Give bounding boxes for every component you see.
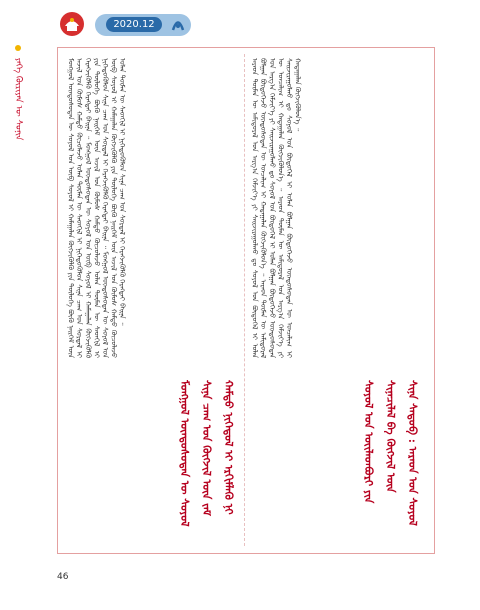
left-article-body: ᠮᠣᠩᠭᠣᠯ ᠦᠨᠳᠦᠰᠦᠲᠡᠨ ᠦ ᠰᠣᠶᠣᠯ ᠤᠨ ᠦᠪ ᠰᠣᠶᠣᠯ ᠢ ᠬᠠᠮᠠᠭᠠᠯᠠᠨ ᠬᠥᠭᠵᠢᠭᠦᠯᠬᠦ ᠶᠢᠨ ᠲᠥᠯᠥᠭᠡ ᠪᠦᠬᠦ ᠨᠡᠢᠭᠡᠮ ᠦᠨ ᠠᠵᠢᠯ ᠤᠨ ᠬᠦᠮᠦᠰ ᠬᠠᠮᠲᠤ ᠬᠦᠴᠦᠯᠡᠵᠦ ᠣᠯᠠᠨ ᠲᠦᠮᠡᠨ ᠦ ᠰᠡᠳᠬᠢᠯ ᠢ ᠨᠢᠭᠡᠳᠦᠭᠦᠯᠦᠨ ᠰᠢᠨᠡ ᠴᠠᠭ ᠤᠨ ᠰᠤᠷᠲᠠᠯ ᠢ ᠬᠡᠷᠡᠭᠵᠢᠭᠦᠯᠬᠦ ᠬᠡᠷᠡᠭᠲᠡᠢ ᠪᠠᠢᠨᠠ ᠃ ᠮᠣᠩᠭᠣᠯ ᠦᠨᠳᠦᠰᠦᠲᠡᠨ ᠦ ᠰᠣᠶᠣᠯ ᠤᠨ ᠦᠪ ᠰᠣᠶᠣᠯ ᠢ ᠬᠠᠮᠠᠭᠠᠯᠠᠨ ᠬᠥᠭᠵᠢᠭᠦᠯᠬᠦ ᠶᠢᠨ ᠲᠥᠯᠥᠭᠡ ᠪᠦᠬᠦ ᠨᠡᠢᠭᠡᠮ ᠦᠨ ᠠᠵᠢᠯ ᠤᠨ ᠬᠦᠮᠦᠰ ᠬᠠᠮᠲᠤ ᠬᠦᠴᠦᠯᠡᠵᠦ ᠣᠯᠠᠨ ᠲᠦᠮᠡᠨ ᠦ ᠰᠡᠳᠬᠢᠯ ᠢ ᠨᠢᠭᠡᠳᠦᠭᠦᠯᠦᠨ ᠰᠢᠨᠡ ᠴᠠᠭ ᠤᠨ ᠰᠤᠷᠲᠠᠯ ᠢ ᠬᠡᠷᠡᠭᠵᠢᠭᠦᠯᠬᠦ ᠬᠡᠷᠡᠭᠲᠡᠢ ᠪᠠᠢᠨᠠ ᠃ ᠮᠣᠩᠭᠣᠯ ᠦᠨᠳᠦᠰᠦᠲᠡᠨ ᠦ ᠰᠣᠶᠣᠯ ᠤᠨ ᠦᠪ ᠰᠣᠶᠣᠯ ᠢ ᠬᠠᠮᠠᠭᠠᠯᠠᠨ ᠬᠥᠭᠵᠢᠭᠦᠯᠬᠦ ᠶᠢᠨ ᠲᠥᠯᠥᠭᠡ ᠪᠦᠬᠦ ᠨᠡᠢᠭᠡᠮ ᠦᠨ ᠠᠵᠢᠯ ᠤᠨ ᠬᠦᠮᠦᠰ ᠬᠠᠮᠲᠤ ᠬᠦᠴᠦᠯᠡᠵᠦ ᠣᠯᠠᠨ ᠲᠦᠮᠡᠨ ᠦ ᠰᠡᠳᠬᠢᠯ ᠢ ᠨᠢᠭᠡᠳᠦᠭᠦᠯᠦᠨ ᠰᠢᠨᠡ ᠴᠠᠭ ᠤᠨ ᠰᠤᠷᠲᠠᠯ ᠢ ᠬᠡᠷᠡᠭᠵᠢᠭᠦᠯᠬᠦ ᠬᠡᠷᠡᠭᠲᠡᠢ ᠪᠠᠢᠨᠠ ᠃ bbox=[66, 58, 127, 358]
headline-line: ᠰᠣᠶᠣᠯ ᠤᠨ ᠦᠢᠯᠡᠳᠪᠦᠷᠢ ᠶᠢᠨ bbox=[362, 380, 375, 504]
page-number: 46 bbox=[57, 572, 69, 582]
issue-badge bbox=[95, 14, 191, 36]
article-frame bbox=[57, 47, 435, 554]
left-article-headline bbox=[66, 373, 242, 543]
bullet-icon bbox=[15, 45, 21, 51]
headline-line: ᠮᠣᠩᠭᠣᠯ ᠦᠨᠳᠦᠰᠦᠲᠡᠨ ᠦ ᠰᠣᠶᠣᠯ bbox=[178, 380, 191, 527]
section-title bbox=[10, 45, 26, 140]
section-title-text: ᠶᠡᠬᠡ ᠬᠦᠷᠢᠶᠡᠨ ᠦ ᠰᠣᠨᠢᠨ bbox=[13, 57, 23, 141]
column-divider bbox=[244, 54, 245, 546]
headline-line: ᠰᠢᠨᠡᠴᠢᠯᠡᠯ ᠪᠠ ᠬᠥᠭᠵᠢᠯ ᠦᠨ bbox=[384, 380, 397, 493]
right-article-headline bbox=[250, 373, 426, 543]
headline-line: ᠰᠢᠨᠡ ᠴᠠᠭ ᠤᠨ ᠬᠥᠭᠵᠢᠯ ᠦᠨ ᠵᠠᠮ bbox=[200, 380, 213, 516]
left-article bbox=[66, 58, 242, 543]
right-article bbox=[250, 58, 426, 543]
headline-line: ᠰᠢᠨᠡ ᠰᠡᠳᠦᠪ : ᠠᠷᠠᠳ ᠤᠨ ᠰᠣᠶᠣᠯ bbox=[406, 380, 419, 526]
right-article-body: ᠠᠷᠠᠳ ᠲᠦᠮᠡᠨ ᠦ ᠠᠮᠢᠳᠤᠷᠠᠯ ᠤᠨ ᠠᠷᠭ᠎ᠠ ᠬᠡᠮᠵᠢᠶ᠎ᠡ ᠶᠢ ᠰᠠᠢᠵᠢᠷᠠᠭᠤᠯᠬᠤ ᠳᠤ ᠰᠣᠶᠣᠯ ᠤᠨ ᠪᠦᠲᠦᠭᠡᠯ ᠢ ᠣᠯᠠᠨ ᠪᠣᠯᠭᠠᠨ ᠪᠦᠲᠦᠭᠡᠵᠦ ᠦᠨᠳᠦᠰᠦᠲᠡᠨ ᠦ ᠣᠨᠴᠠᠯᠢᠭ ᠢ ᠬᠠᠳᠠᠭᠠᠯᠠᠨ ᠬᠥᠭᠵᠢᠭᠦᠯᠦᠨ᠎ᠡ ᠃ ᠠᠷᠠᠳ ᠲᠦᠮᠡᠨ ᠦ ᠠᠮᠢᠳᠤᠷᠠᠯ ᠤᠨ ᠠᠷᠭ᠎ᠠ ᠬᠡᠮᠵᠢᠶ᠎ᠡ ᠶᠢ ᠰᠠᠢᠵᠢᠷᠠᠭᠤᠯᠬᠤ ᠳᠤ ᠰᠣᠶᠣᠯ ᠤᠨ ᠪᠦᠲᠦᠭᠡᠯ ᠢ ᠣᠯᠠᠨ ᠪᠣᠯᠭᠠᠨ ᠪᠦᠲᠦᠭᠡᠵᠦ ᠦᠨᠳᠦᠰᠦᠲᠡᠨ ᠦ ᠣᠨᠴᠠᠯᠢᠭ ᠢ ᠬᠠᠳᠠᠭᠠᠯᠠᠨ ᠬᠥᠭᠵᠢᠭᠦᠯᠦᠨ᠎ᠡ ᠃ ᠠᠷᠠᠳ ᠲᠦᠮᠡᠨ ᠦ ᠠᠮᠢᠳᠤᠷᠠᠯ ᠤᠨ ᠠᠷᠭ᠎ᠠ ᠬᠡᠮᠵᠢᠶ᠎ᠡ ᠶᠢ ᠰᠠᠢᠵᠢᠷᠠᠭᠤᠯᠬᠤ ᠳᠤ ᠰᠣᠶᠣᠯ ᠤᠨ ᠪᠦᠲᠦᠭᠡᠯ ᠢ ᠣᠯᠠᠨ ᠪᠣᠯᠭᠠᠨ ᠪᠦᠲᠦᠭᠡᠵᠦ ᠦᠨᠳᠦᠰᠦᠲᠡᠨ ᠦ ᠣᠨᠴᠠᠯᠢᠭ ᠢ ᠬᠠᠳᠠᠭᠠᠯᠠᠨ ᠬᠥᠭᠵᠢᠭᠦᠯᠦᠨ᠎ᠡ ᠃ bbox=[250, 58, 302, 358]
headline-line: ᠬᠠᠮᠲᠤ ᠨᠢᠭᠡᠳᠦᠯ ᠢ ᠡᠷᠬᠢᠮᠯᠡᠬᠦ ᠨᠢ bbox=[222, 380, 235, 515]
issue-label: 2020.12 bbox=[106, 17, 162, 32]
publisher-mark-icon bbox=[171, 17, 185, 32]
magazine-logo-icon bbox=[58, 10, 86, 38]
